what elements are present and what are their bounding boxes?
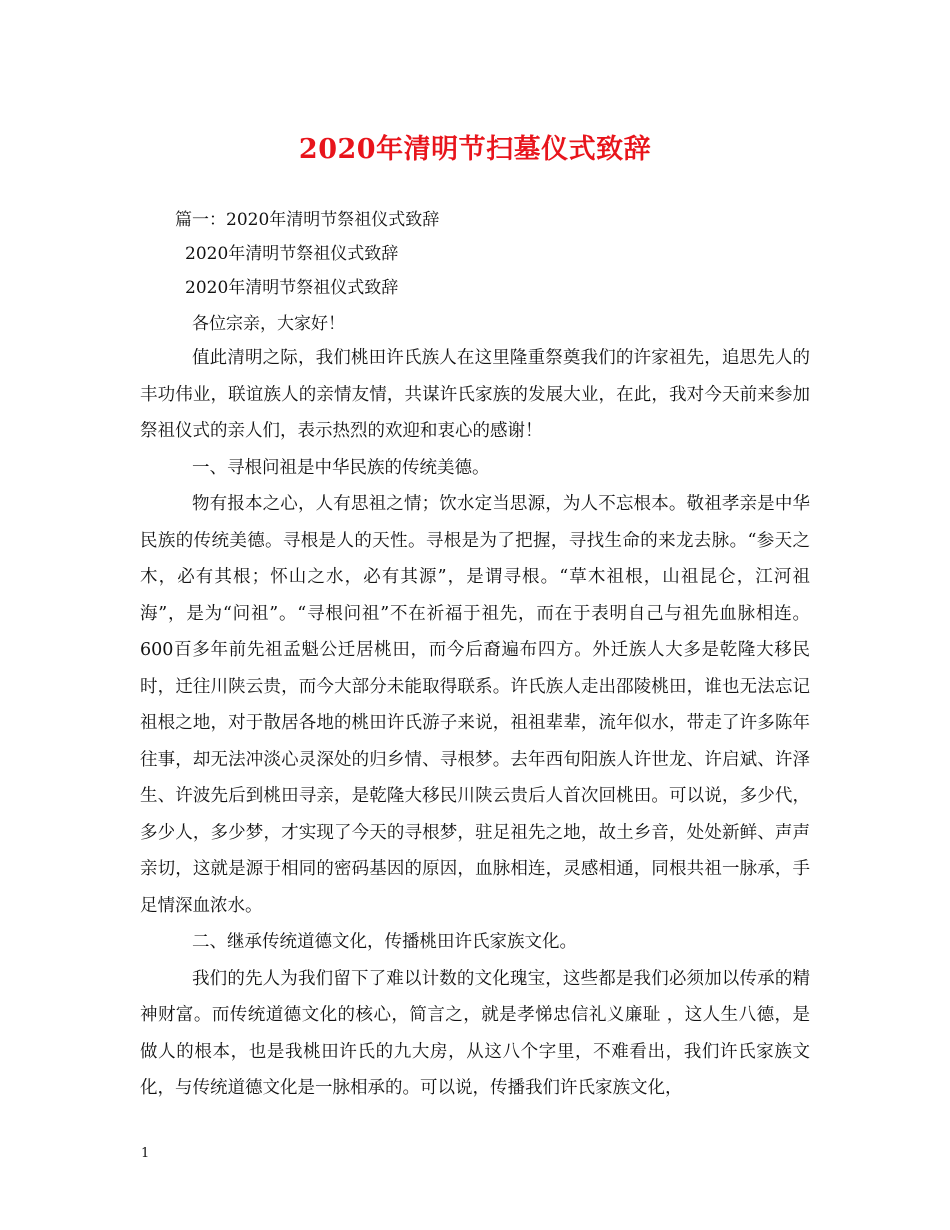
paragraph: 我们的先人为我们留下了难以计数的文化瑰宝，这些都是我们必须加以传承的精神财富。而传统道德文化的核心，简言之，就是孝悌忠信礼义廉耻 ，这人生八德，是做人的根本，也是我桃田许氏的九大房，从这八个字里，不难看出，我们许氏家族文化，与传统道德文化是一脉相承的。可以说，传播我们许氏家族文化， [140,968,810,1098]
speech-title-line: 2020年清明节祭祖仪式致辞 [185,278,399,298]
section-heading: 二、继承传统道德文化，传播桃田许氏家族文化。 [192,932,577,952]
paragraph: 物有报本之心，人有思祖之情；饮水定当思源，为人不忘根本。敬祖孝亲是中华民族的传统美德。寻根是人的天性。寻根是为了把握，寻找生命的来龙去脉。“参天之木，必有其根；怀山之水，必有其源”，是谓寻根。“草木祖根，山祖昆仑，江河祖海”，是为“问祖”。“寻根问祖”不在祈福于祖先，而在于表明自己与祖先血脉相连。600百多年前先祖孟魁公迁居桃田，而今后裔遍布四方。外迁族人大多是乾隆大移民时，迁往川陕云贵，而今大部分未能取得联系。许氏族人走出邵陵桃田，谁也无法忘记祖根之地，对于散居各地的桃田许氏游子来说，祖祖辈辈，流年似水，带走了许多陈年往事，却无法冲淡心灵深处的归乡情、寻根梦。去年西旬阳族人许世龙、许启斌、许泽生、许波先后到桃田寻亲，是乾隆大移民川陕云贵后人首次回桃田。可以说，多少代，多少人，多少梦，才实现了今天的寻根梦，驻足祖先之地，故土乡音，处处新鲜、声声亲切，这就是源于相同的密码基因的原因，血脉相连，灵感相通，同根共祖一脉承，手足情深血浓水。 [140,494,810,916]
greeting-line: 各位宗亲，大家好！ [192,314,345,334]
speech-title-line: 2020年清明节祭祖仪式致辞 [185,244,399,264]
body-text [140,340,810,1107]
document-title: 2020年清明节扫墓仪式致辞 [298,134,652,165]
section-heading: 篇一：2020年清明节祭祖仪式致辞 [175,210,440,230]
paragraph: 值此清明之际，我们桃田许氏族人在这里隆重祭奠我们的许家祖先，追思先人的丰功伟业，联谊族人的亲情友情，共谋许氏家族的发展大业，在此，我对今天前来参加祭祖仪式的亲人们，表示热烈的欢迎和衷心的感谢！ [140,348,810,441]
page-number: 1 [141,1146,150,1161]
section-heading: 一、寻根问祖是中华民族的传统美德。 [192,457,490,478]
